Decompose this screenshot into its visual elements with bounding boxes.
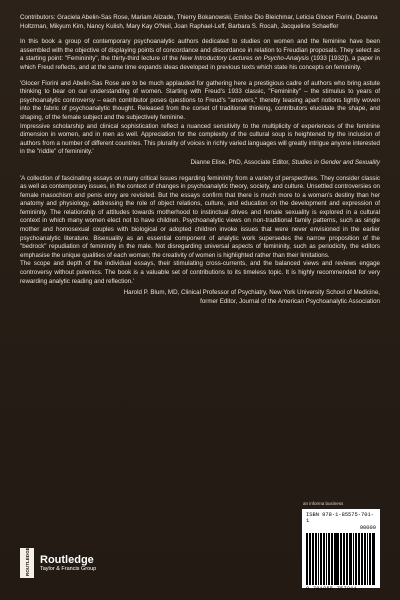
logo-vertical-text: ROUTLEDGE xyxy=(25,548,30,576)
intro-text-part1: In this book a group of contemporary psychoanalytic authors dedicated to studies on women and the feminine have been assembled with the objective of displaying points of concordance and discordance in relation to Freudian proposals. They select as a starting point: "Femininity", the thirty-third lecture of the xyxy=(20,38,380,63)
review-blum-attribution-line-1: Harold P. Blum, MD, Clinical Professor of Psychiatry, New York University School of Medicine, xyxy=(123,289,380,297)
review-elise-name: Dianne Elise, PhD, Associate Editor, xyxy=(190,158,292,166)
intro-paragraph xyxy=(20,38,380,72)
publisher-name-block xyxy=(40,554,96,573)
review-quote-blum xyxy=(20,175,380,307)
barcode-stripe xyxy=(332,533,333,585)
isbn-label: ISBN 978-1-85575-701-1 xyxy=(306,512,374,524)
review-blum-attribution-line-2: former Editor, Journal of the American Psychoanalytic Association xyxy=(200,297,380,305)
barcode-stripe xyxy=(313,533,314,585)
review-elise-paragraph-2: Impressive scholarship and clinical sophistication reflect a nuanced sensitivity to the multiplicity of experiences of the feminine dimension in women, and in men as well. Appreciation for the complexity of the cultural soup is heightened by the inclusion of authors from a number of different countries. This plurality of voices in richly varied languages will greatly intrigue anyone interested in the "riddle" of femininity.' xyxy=(20,122,380,156)
review-elise-paragraph-1: 'Glocer Fiorini and Abelin-Sas Rose are to be much applauded for gathering here a prestigious cadre of authors who bring astute thinking to bear on our understanding of women. Starting with Freud's 1933 classic, "Femininity" – the stimulus to years of psychoanalytic controversy – each contributor poses questions to Freud's "answers," thereby teasing apart notions tightly woven into the fabric of psychoanalytic thought. Released from the corset of traditional thinking, contributors elucidate the shape, and shaping, of the female subject and the subjectively feminine. xyxy=(20,79,380,121)
barcode-stripe xyxy=(344,533,345,585)
review-blum-attribution xyxy=(20,289,380,306)
barcode-stripe xyxy=(362,533,363,585)
routledge-logo-icon xyxy=(20,548,34,578)
intro-book-title: New Introductory Lectures on Psycho-Analysis xyxy=(179,55,309,63)
barcode-bars xyxy=(306,533,376,585)
ean-number: 9 781855 757011 xyxy=(306,586,358,592)
barcode-stripe xyxy=(365,533,366,585)
review-blum-paragraph-2: The scope and depth of the individual essays, their stimulating cross-currents, and the balanced views and reviews engage controversy without polemics. The book is a valuable set of contributions to its timeless topic. It is highly recommended for very rewarding analytic reading and reflection.' xyxy=(20,260,380,285)
publisher-name: Routledge xyxy=(40,553,94,566)
barcode-stripe xyxy=(353,533,354,585)
price-code: 90000 xyxy=(359,525,376,531)
informa-tagline: an informa business xyxy=(303,501,344,506)
publisher-logo xyxy=(20,548,96,578)
review-blum-paragraph-1: 'A collection of fascinating essays on many critical issues regarding femininity from a variety of perspectives. They consider classic as well as contemporary issues, in the context of changes in psychoanalytic theory, society, and culture. Unsettled controversies on female masochism and penis envy are revisited. But the essays confirm that there is much more to a woman's destiny than her anatomy and physiology, addressing the role of object relations, culture, and education on the development and expression of femininity. The relationship of attitudes towards motherhood to instinctual drives and female sexuality is explored in a cultural context in which many women elect not to have children. Psychoanalytic views on non-traditional family patterns, such as single mother and homosexual couples with biological or adopted children invoke issues that were never envisioned in the earlier psychoanalytic literature. Bisexuality as an essential component of analytic work supersedes the narrow proposition of the "bedrock" repudiation of femininity in the male. Not disregarding universal aspects of femininity, such as periodicity, the editors emphasise the unique qualities of each woman; the creativity of women is highlighted rather than their limitations. xyxy=(20,174,380,259)
intro-text-part2: (1933 [1932]), a paper in which Freud reflects, and at the same time expands ideas developed in previous texts which state his concepts on femininity. xyxy=(20,55,380,71)
review-quote-elise xyxy=(20,80,380,168)
review-elise-attribution xyxy=(20,159,380,168)
contributors-list: Contributors: Graciela Abelin-Sas Rose, Mariam Alizade, Thierry Bokanowski, Emilce Dio Bleichmar, Leticia Glocer Fiorini, Deanna Holtzman, Mikyum Kim, Nancy Kulish, Mary Kay O'Neil, Joan Raphael-Leff, Barbara S. Rocah, Jacqueline Schaeffer xyxy=(20,14,378,30)
barcode-stripe xyxy=(316,533,317,585)
review-elise-journal: Studies in Gender and Sexuality xyxy=(291,158,380,166)
barcode-panel xyxy=(302,509,380,592)
publisher-group: Taylor & Francis Group xyxy=(40,565,97,572)
barcode-stripe xyxy=(337,533,338,585)
